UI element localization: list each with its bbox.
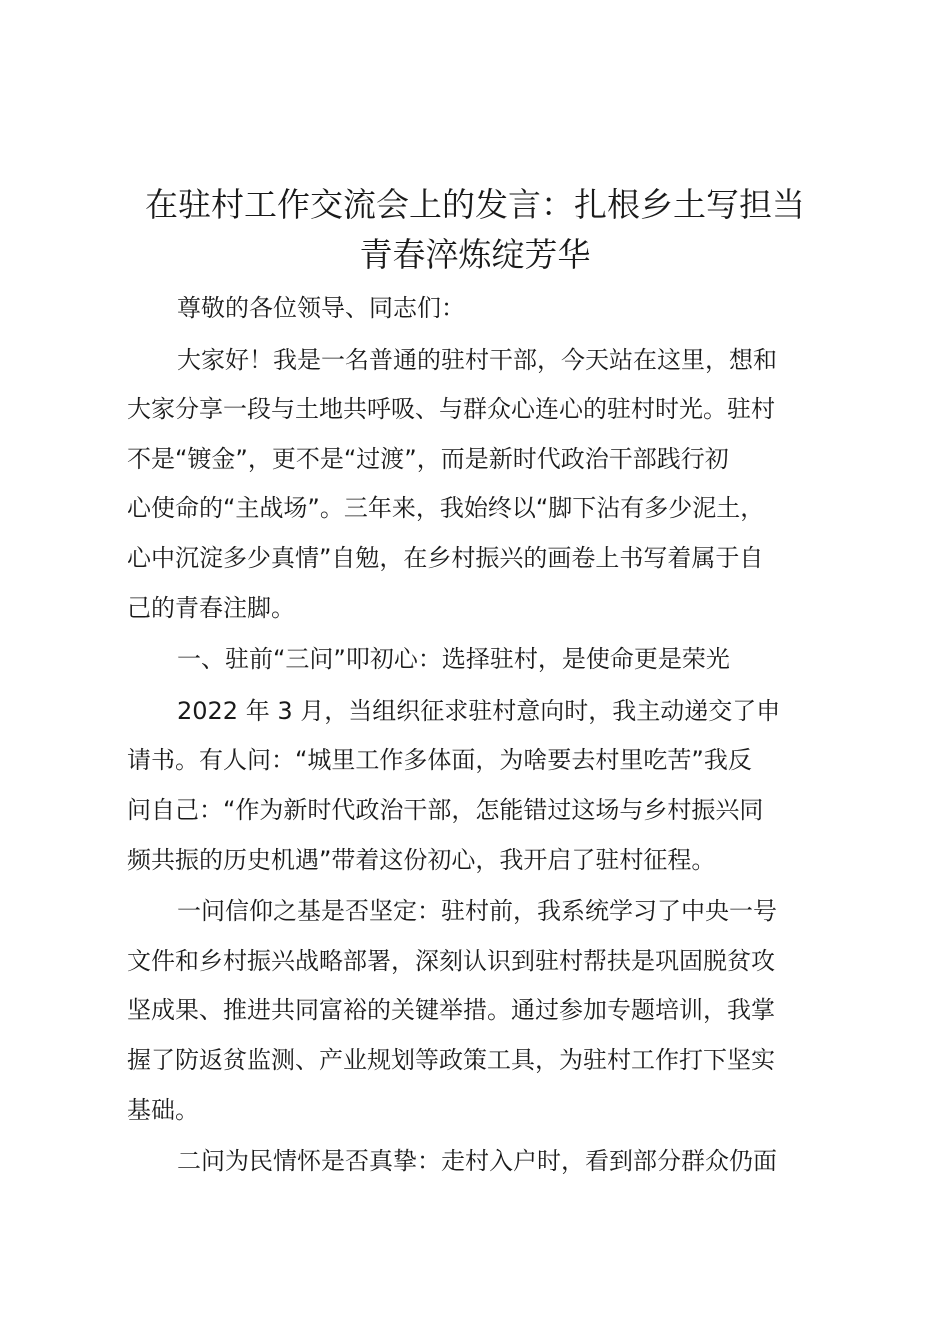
text-line: 一、驻前“三问”叩初心：选择驻村，是使命更是荣光 — [177, 645, 730, 674]
document-body — [127, 284, 837, 1189]
section-heading — [127, 635, 837, 685]
text-line: 尊敬的各位领导、同志们： — [177, 294, 465, 322]
title-line: 青春淬炼绽芳华 — [359, 235, 591, 274]
body-paragraph — [127, 1137, 837, 1187]
text-line: 2022 年 3 月，当组织征求驻村意向时，我主动递交了申 — [177, 696, 781, 725]
title-line: 在驻村工作交流会上的发言：扎根乡土写担当 — [145, 185, 805, 224]
text-line: 一问信仰之基是否坚定：驻村前，我系统学习了中央一号 — [177, 897, 777, 926]
text-line: 基础。 — [127, 1095, 199, 1124]
text-line: 大家分享一段与土地共呼吸、与群众心连心的驻村时光。驻村 — [127, 395, 775, 424]
text-line: 不是“镀金”，更不是“过渡”，而是新时代政治干部践行初 — [127, 444, 729, 473]
text-line: 握了防返贫监测、产业规划等政策工具，为驻村工作打下坚实 — [127, 1045, 775, 1074]
body-paragraph — [127, 887, 837, 1135]
document-title — [100, 180, 850, 280]
text-line: 问自己：“作为新时代政治干部，怎能错过这场与乡村振兴同 — [127, 795, 764, 824]
text-line: 心使命的“主战场”。三年来，我始终以“脚下沾有多少泥土， — [127, 494, 765, 523]
salutation-paragraph — [127, 284, 837, 334]
text-line: 大家好！我是一名普通的驻村干部，今天站在这里，想和 — [177, 345, 777, 374]
body-paragraph — [127, 687, 837, 885]
text-line: 文件和乡村振兴战略部署，深刻认识到驻村帮扶是巩固脱贫攻 — [127, 946, 775, 975]
text-line: 二问为民情怀是否真挚：走村入户时，看到部分群众仍面 — [177, 1147, 777, 1176]
text-line: 频共振的历史机遇”带着这份初心，我开启了驻村征程。 — [127, 845, 716, 874]
text-line: 己的青春注脚。 — [127, 593, 295, 622]
text-line: 坚成果、推进共同富裕的关键举措。通过参加专题培训，我掌 — [127, 996, 775, 1025]
text-line: 请书。有人问：“城里工作多体面，为啥要去村里吃苦”我反 — [127, 746, 752, 775]
opening-paragraph — [127, 336, 837, 634]
text-line: 心中沉淀多少真情”自勉，在乡村振兴的画卷上书写着属于自 — [127, 543, 764, 572]
